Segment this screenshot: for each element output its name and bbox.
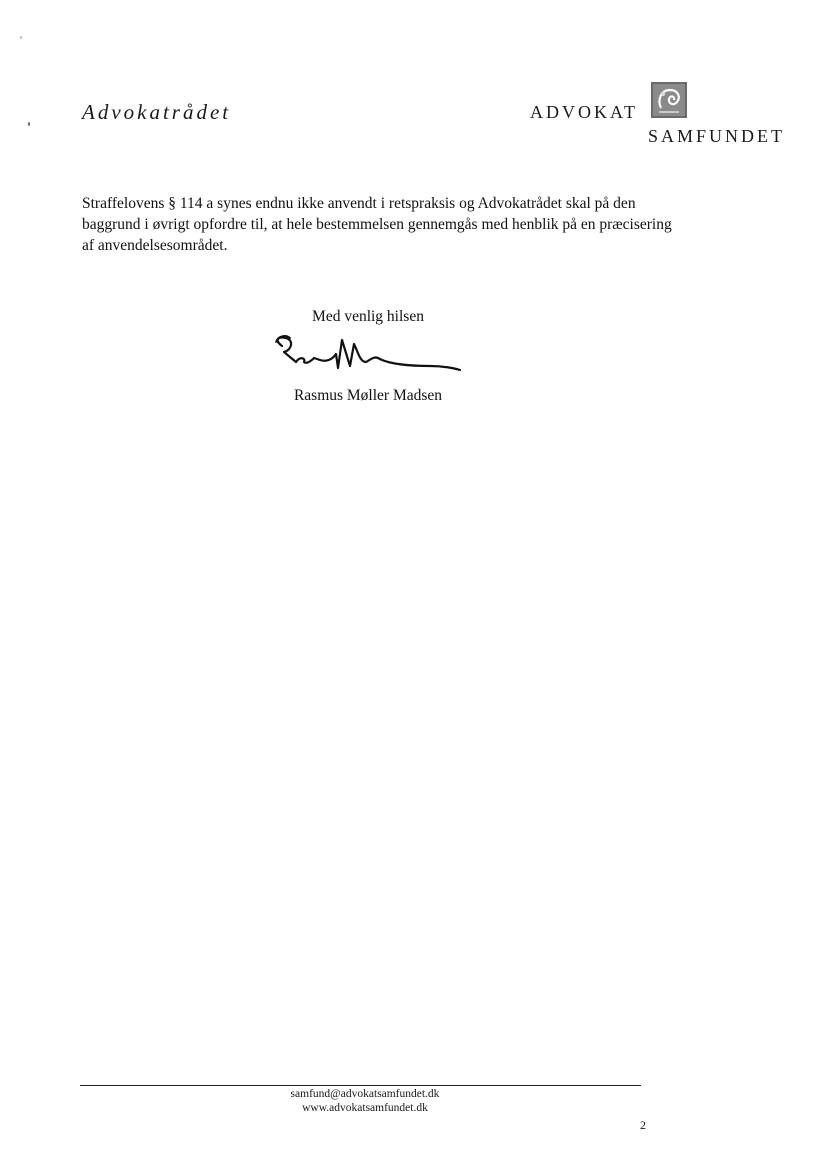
handwritten-signature bbox=[270, 332, 466, 380]
logo-word-samfundet: SAMFUNDET bbox=[648, 126, 786, 146]
advokatsamfundet-logo bbox=[530, 82, 810, 152]
logo-mark-icon bbox=[651, 82, 687, 118]
page-number: 2 bbox=[640, 1118, 646, 1132]
logo-word-advokat: ADVOKAT bbox=[530, 102, 638, 122]
scan-speck bbox=[20, 36, 22, 39]
footer-website: www.advokatsamfundet.dk bbox=[302, 1102, 428, 1114]
scan-speck bbox=[28, 122, 30, 126]
council-name: Advokatrådet bbox=[82, 100, 232, 124]
closing-greeting: Med venlig hilsen bbox=[312, 308, 424, 325]
body-paragraph: Straffelovens § 114 a synes endnu ikke anvendt i retspraksis og Advokatrådet skal på den baggrund i øvrigt opfordre til, at hele bestemmelsen gennemgås med henblik på en præcisering af anvendelsesområdet. bbox=[82, 195, 672, 254]
footer-email: samfund@advokatsamfundet.dk bbox=[290, 1088, 440, 1100]
signer-name: Rasmus Møller Madsen bbox=[293, 387, 443, 404]
footer-divider bbox=[80, 1085, 641, 1086]
